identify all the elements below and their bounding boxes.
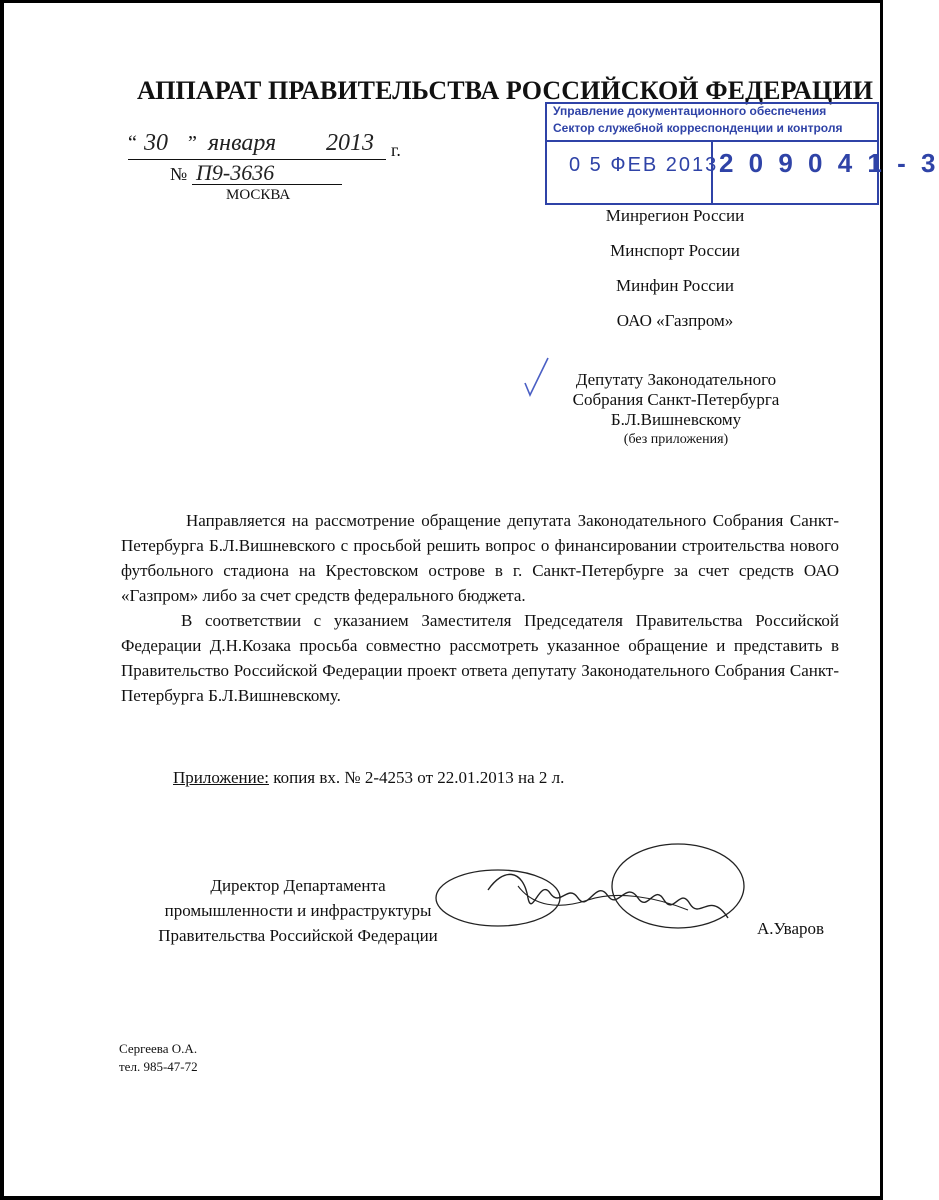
deputy-name: Б.Л.Вишневскому	[610, 410, 742, 429]
appendix-text: копия вх. № 2-4253 от 22.01.2013 на 2 л.	[273, 768, 565, 787]
addressee: ОАО «Газпром»	[616, 311, 734, 330]
deputy-title-line: Собрания Санкт-Петербурга	[572, 390, 780, 409]
scan-border-top	[0, 0, 883, 3]
signer-title-line: Правительства Российской Федерации	[158, 926, 438, 945]
stamp-sector: Сектор служебной корреспонденции и контроля	[553, 121, 843, 135]
scan-border-right	[880, 0, 883, 1200]
handwritten-number: П9-3636	[196, 160, 275, 185]
date-quote-open: “	[128, 132, 137, 154]
appendix-label: Приложение:	[173, 768, 269, 787]
handwritten-month: января	[208, 130, 277, 156]
signer-name: А.Уваров	[757, 919, 825, 938]
document-number	[170, 160, 370, 190]
body-paragraph: Направляется на рассмотрение обращение депутата Законодательного Собрания Санкт-Петербурга Б.Л.Вишневского с просьбой решить вопрос о финансировании строительства нового футбольного стадиона на Крестовском острове в г. Санкт-Петербурге за счет средств ОАО «Газпром» либо за счет средств федерального бюджета.	[121, 511, 839, 605]
scan-border-left	[0, 0, 4, 1200]
body-paragraph: В соответствии с указанием Заместителя Председателя Правительства Российской Федерации Д.Н.Козака просьба совместно рассмотреть указанное обращение и представить в Правительство Российской Федерации проект ответа депутату Законодательного Собрания Санкт-Петербурга Б.Л.Вишневскому.	[121, 611, 839, 705]
city-label: МОСКВА	[226, 187, 291, 203]
deputy-note: (без приложения)	[623, 432, 729, 447]
document-date	[128, 132, 418, 162]
appendix-line	[173, 768, 564, 788]
addressee: Минспорт России	[610, 241, 740, 260]
addressee: Минфин России	[615, 276, 734, 295]
handwritten-day: 30	[144, 130, 168, 156]
executor-phone: тел. 985-47-72	[119, 1059, 198, 1074]
addressee-list	[560, 206, 790, 346]
executor-info	[119, 1040, 198, 1076]
stamp-date: 0 5 ФЕВ 2013	[569, 154, 719, 176]
letterhead-title: АППАРАТ ПРАВИТЕЛЬСТВА РОССИЙСКОЙ ФЕДЕРАЦИИ	[137, 76, 874, 105]
signer-title	[118, 873, 478, 948]
registration-stamp	[545, 102, 939, 205]
letter-body	[121, 508, 839, 708]
number-underline	[192, 184, 342, 185]
year-suffix: г.	[391, 140, 401, 160]
deputy-title-line: Депутату Законодательного	[575, 370, 777, 389]
date-quote-close: ”	[188, 132, 197, 154]
stamp-registration-number: 2 0 9 0 4 1 - 3	[719, 148, 939, 178]
number-sign: №	[170, 164, 188, 184]
addressee: Минрегион России	[605, 206, 745, 225]
handwritten-year: 2013	[326, 130, 374, 156]
deputy-addressee	[540, 370, 812, 450]
executor-name: Сергеева О.А.	[119, 1041, 198, 1056]
signature-icon	[428, 838, 748, 948]
stamp-department: Управление документационного обеспечения	[553, 104, 827, 118]
scan-border-bottom	[0, 1196, 883, 1200]
signer-title-line: Директор Департамента	[210, 876, 386, 895]
signer-title-line: промышленности и инфраструктуры	[164, 901, 432, 920]
